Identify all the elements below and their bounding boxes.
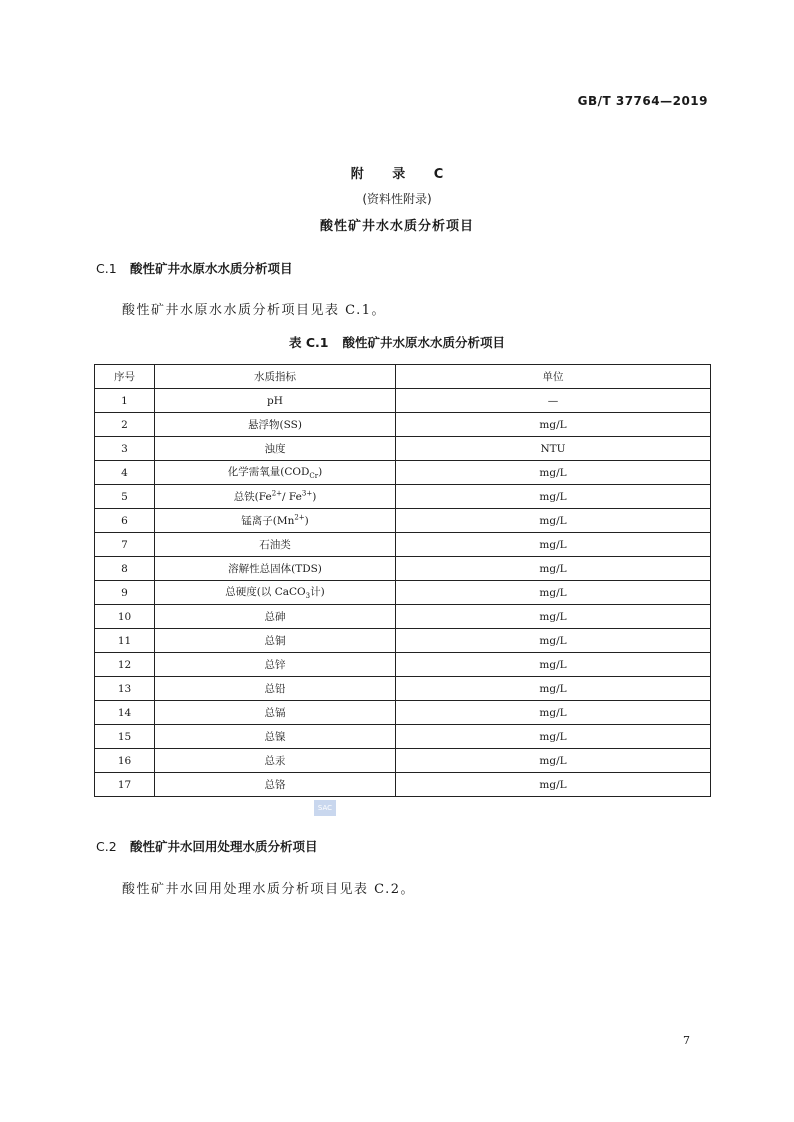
indicator-text: 总铅 (264, 683, 286, 695)
indicator-text: 总镉 (264, 707, 286, 719)
table-c1 (94, 364, 711, 797)
indicator-text: 溶解性总固体(TDS) (228, 563, 322, 575)
cell-seq: 14 (95, 701, 155, 725)
table-c1-number: 表 C.1 (289, 335, 329, 350)
indicator-text: 化学需氧量(COD (227, 466, 310, 479)
cell-unit: mg/L (396, 413, 711, 437)
table-row (95, 533, 711, 557)
watermark-logo: SAC (314, 800, 336, 816)
standard-number: GB/T 37764—2019 (577, 94, 708, 108)
table-row (95, 461, 711, 485)
section-c2-heading (96, 837, 318, 855)
table-row (95, 605, 711, 629)
cell-unit: mg/L (396, 749, 711, 773)
cell-unit: mg/L (396, 581, 711, 605)
cell-indicator (155, 413, 396, 437)
cell-seq: 4 (95, 461, 155, 485)
cell-unit: mg/L (396, 677, 711, 701)
indicator-text: pH (267, 394, 283, 407)
cell-unit: mg/L (396, 605, 711, 629)
indicator-supscript: 2+ (294, 513, 305, 522)
cell-indicator (155, 605, 396, 629)
indicator-text: ) (312, 491, 317, 503)
cell-unit: mg/L (396, 725, 711, 749)
indicator-supscript: 3+ (301, 489, 313, 498)
section-c2-number: C.2 (96, 839, 117, 854)
cell-seq: 3 (95, 437, 155, 461)
indicator-subscript: 3 (305, 592, 311, 601)
indicator-subscript: Cr (309, 472, 319, 481)
cell-indicator (155, 509, 396, 533)
indicator-text: 锰离子(Mn (241, 515, 295, 527)
indicator-text: 计) (310, 586, 325, 599)
table-row (95, 725, 711, 749)
header-unit: 单位 (396, 365, 711, 389)
cell-unit: — (396, 389, 711, 413)
cell-unit: mg/L (396, 485, 711, 509)
cell-indicator (155, 725, 396, 749)
header-indicator: 水质指标 (155, 365, 396, 389)
indicator-text: 总砷 (264, 611, 286, 623)
indicator-text: 总汞 (264, 755, 286, 767)
cell-indicator (155, 677, 396, 701)
section-c1-title: 酸性矿井水原水水质分析项目 (130, 261, 293, 276)
cell-seq: 1 (95, 389, 155, 413)
indicator-text: 石油类 (259, 539, 291, 551)
cell-seq: 8 (95, 557, 155, 581)
appendix-heading (0, 163, 794, 234)
table-row (95, 653, 711, 677)
section-c2-paragraph: 酸性矿井水回用处理水质分析项目见表 C.2。 (122, 882, 416, 897)
cell-unit: mg/L (396, 629, 711, 653)
indicator-text: 总铜 (264, 635, 286, 647)
cell-indicator (155, 461, 396, 485)
cell-seq: 12 (95, 653, 155, 677)
section-c1-number: C.1 (96, 261, 117, 276)
cell-unit: mg/L (396, 701, 711, 725)
table-row (95, 413, 711, 437)
page-number: 7 (683, 1034, 690, 1047)
cell-unit: mg/L (396, 461, 711, 485)
cell-seq: 9 (95, 581, 155, 605)
table-row (95, 749, 711, 773)
cell-seq: 2 (95, 413, 155, 437)
table-row (95, 629, 711, 653)
cell-unit: mg/L (396, 653, 711, 677)
table-row (95, 485, 711, 509)
cell-indicator (155, 389, 396, 413)
cell-seq: 10 (95, 605, 155, 629)
cell-indicator (155, 557, 396, 581)
appendix-title: 酸性矿井水水质分析项目 (319, 219, 474, 234)
cell-seq: 16 (95, 749, 155, 773)
cell-seq: 15 (95, 725, 155, 749)
cell-seq: 13 (95, 677, 155, 701)
indicator-text: 总锌 (264, 659, 286, 671)
cell-indicator (155, 749, 396, 773)
table-row (95, 389, 711, 413)
indicator-text: 总铬 (264, 779, 286, 791)
table-row (95, 581, 711, 605)
cell-seq: 17 (95, 773, 155, 797)
table-row (95, 557, 711, 581)
cell-indicator (155, 629, 396, 653)
indicator-text: ) (304, 515, 309, 527)
table-row (95, 701, 711, 725)
cell-unit: mg/L (396, 557, 711, 581)
header-seq: 序号 (95, 365, 155, 389)
indicator-text: 总硬度(以 CaCO (225, 586, 306, 599)
cell-indicator (155, 701, 396, 725)
cell-unit: NTU (396, 437, 711, 461)
cell-seq: 11 (95, 629, 155, 653)
cell-seq: 7 (95, 533, 155, 557)
cell-unit: mg/L (396, 509, 711, 533)
section-c2-title: 酸性矿井水回用处理水质分析项目 (130, 839, 318, 854)
cell-indicator (155, 773, 396, 797)
indicator-text: / Fe (282, 491, 302, 503)
cell-indicator (155, 533, 396, 557)
table-c1-title: 酸性矿井水原水水质分析项目 (342, 335, 505, 350)
cell-seq: 6 (95, 509, 155, 533)
table-header-row (95, 365, 711, 389)
table-c1-caption (0, 333, 794, 351)
indicator-text: 总铁(Fe (233, 491, 272, 503)
table-row (95, 437, 711, 461)
appendix-label: 附 录 C (350, 167, 456, 182)
table-row (95, 677, 711, 701)
indicator-text: 浊度 (264, 443, 286, 455)
cell-seq: 5 (95, 485, 155, 509)
cell-indicator (155, 653, 396, 677)
cell-unit: mg/L (396, 773, 711, 797)
cell-unit: mg/L (396, 533, 711, 557)
cell-indicator (155, 437, 396, 461)
appendix-type: (资料性附录) (362, 192, 432, 206)
table-row (95, 509, 711, 533)
indicator-supscript: 2+ (271, 489, 283, 498)
cell-indicator (155, 581, 396, 605)
table-row (95, 773, 711, 797)
indicator-text: 总镍 (264, 731, 286, 743)
section-c1-heading (96, 259, 293, 277)
section-c1-paragraph: 酸性矿井水原水水质分析项目见表 C.1。 (122, 303, 387, 318)
indicator-text: 悬浮物(SS) (248, 419, 302, 431)
indicator-text: ) (318, 466, 323, 479)
cell-indicator (155, 485, 396, 509)
